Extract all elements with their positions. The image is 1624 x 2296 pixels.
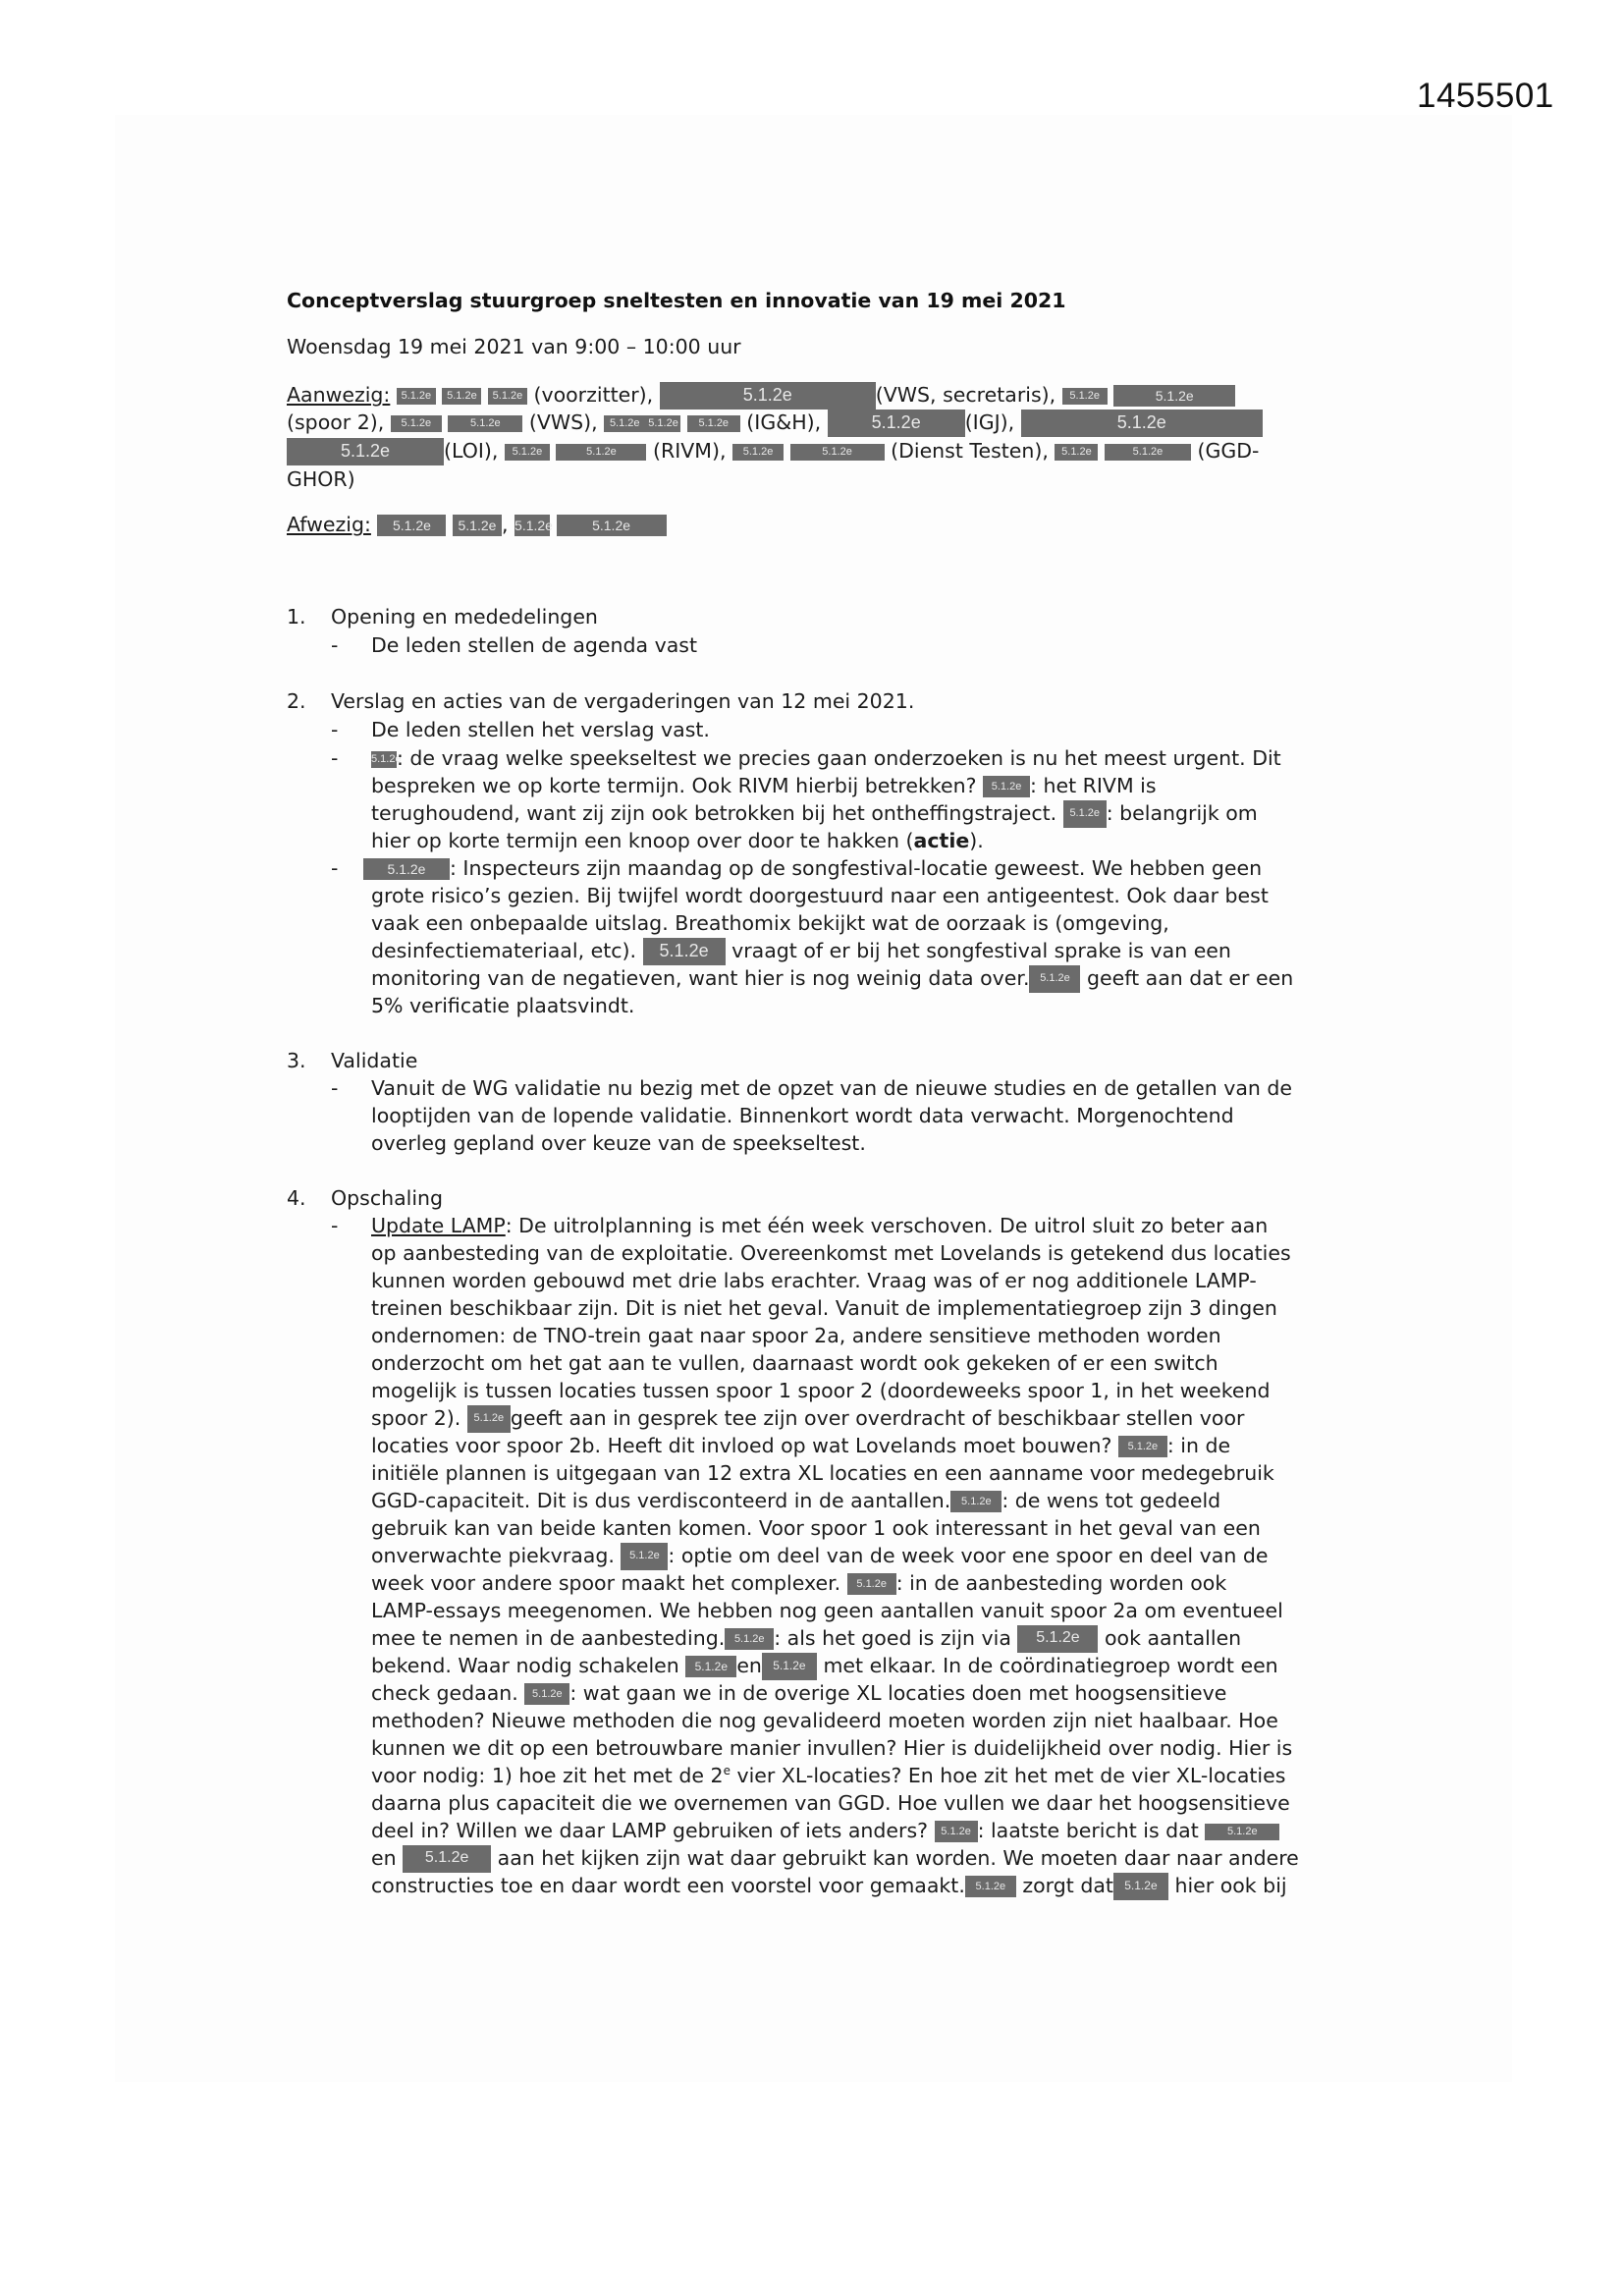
text: aan het kijken zijn wat daar gebruikt kan worden. We moeten daar naar andere [497,1846,1299,1870]
text: terughoudend, want zij zijn ook betrokken bij het ontheffingstraject. [371,801,1057,825]
list-item: De leden stellen de agenda vast [371,633,698,657]
bullet-dash: - [331,856,339,880]
text: check gedaan. [371,1681,518,1705]
text: bespreken we op korte termijn. Ook RIVM hierbij betrekken? [371,774,977,797]
text-line [371,1817,1279,1844]
text: : als het goed is zijn via [774,1626,1011,1650]
text-line [371,1679,1226,1707]
redaction: 5.1.2e [448,415,522,432]
text: hier op korte termijn een knoop over door te hakken ( [371,829,914,852]
redaction: 5.1.2e [604,415,645,432]
redaction: 5.1.2e [467,1405,511,1433]
role: (IG&H), [746,410,822,434]
redaction: 5.1.2e [1105,444,1191,461]
text-line: looptijden van de lopende validatie. Binnenkort wordt data verwacht. Morgenochtend [371,1104,1234,1127]
role: (LOI), [444,439,499,463]
attendance-present-line-3 [287,437,1259,465]
text: : De uitrolplanning is met één week verschoven. De uitrol sluit zo beter aan [505,1214,1269,1237]
redaction: 5.1.2e [1113,385,1235,407]
text: week voor andere spoor maakt het complexer. [371,1571,841,1595]
redaction: 5.1.2e [1063,800,1107,828]
text-line [371,1404,1244,1433]
redaction: 5.1.2e [983,776,1030,797]
text: ). [969,829,984,852]
text: : in de [1166,1434,1231,1457]
text: bekend. Waar nodig schakelen [371,1654,679,1677]
bullet-dash: - [331,1214,339,1237]
absent-label: Afwezig: [287,513,371,536]
text-line [371,1624,1241,1653]
text: vraagt of er bij het songfestival sprake is van een [731,939,1231,962]
text: voor nodig: 1) hoe zit het met de 2 [371,1764,724,1787]
text-line [371,937,1231,965]
text-line [371,1844,1299,1873]
text: : wat gaan we in de overige XL locaties doen met hoogsensitieve [569,1681,1227,1705]
redaction: 5.1.2e [1118,1436,1167,1457]
redaction: 5.1.2e [965,1876,1016,1897]
section-number: 4. [287,1186,306,1210]
text: GGD-capaciteit. Dit is dus verdisconteerd in de aantallen. [371,1489,951,1512]
redaction: 5.1.2e [1021,410,1263,437]
text: constructies toe en daar wordt een voorstel voor gemaakt. [371,1874,965,1897]
update-lamp-label: Update LAMP [371,1214,506,1237]
redaction: 5.1.2e [935,1821,978,1842]
text: : het RIVM is [1030,774,1157,797]
text-line: mogelijk is tussen locaties tussen spoor 1 spoor 2 (doordeweeks spoor 1, in het weekend [371,1379,1271,1402]
section-heading: Opschaling [331,1186,444,1210]
text-line [371,1432,1230,1459]
redaction: 5.1.2e [442,388,481,405]
section-heading: Verslag en acties van de vergaderingen van 12 mei 2021. [331,689,915,713]
text-line [371,1652,1278,1680]
text-line [371,964,1293,993]
redaction: 5.1.2e [557,515,667,536]
text-line [371,799,1258,828]
text: locaties voor spoor 2b. Heeft dit invloed op wat Lovelands moet bouwen? [371,1434,1112,1457]
text: : laatste bericht is dat [977,1819,1199,1842]
text: deel in? Willen we daar LAMP gebruiken of iets anders? [371,1819,929,1842]
text: mee te nemen in de aanbesteding. [371,1626,726,1650]
redaction: 5.1.2e [950,1491,1001,1512]
role: (spoor 2), [287,410,385,434]
section-number: 2. [287,689,306,713]
present-label: Aanwezig: [287,383,391,407]
role: (VWS, secretaris), [875,383,1056,407]
redaction: 5.1.2e [828,410,965,437]
bullet-dash: - [331,746,339,770]
text-line: gebruik kan van beide kanten komen. Voor spoor 1 ook interessant in het geval van een [371,1516,1261,1540]
redaction: 5.1.2e [363,858,450,880]
role: (RIVM), [652,439,727,463]
text: geeft aan in gesprek tee zijn over overdracht of beschikbaar stellen voor [510,1406,1245,1430]
text: desinfectiemateriaal, etc). [371,939,637,962]
text-line: overleg gepland over keuze van de speekseltest. [371,1131,866,1155]
redaction: 5.1.2e [1017,1625,1098,1653]
redaction: 5.1.2e [790,444,885,461]
superscript: e [723,1764,731,1778]
role: (VWS), [528,410,598,434]
redaction: 5.1.2e [488,388,527,405]
attendance-present-line-4 [287,465,355,493]
text-line [371,827,984,854]
role: (GGD- [1197,439,1260,463]
attendance-absent-line [287,511,667,538]
text: en [736,1654,762,1677]
text-line: kunnen worden gebouwd met drie labs erachter. Vraag was of er nog additionele LAMP- [371,1269,1257,1292]
redaction: 5.1.2e [397,388,436,405]
text-line [371,1762,1285,1789]
attendance-present-line-2 [287,409,1263,437]
text-line: initiële plannen is uitgegaan van 12 extra XL locaties en een aanname voor medegebruik [371,1461,1274,1485]
text-line: grote risico’s gezien. Bij twijfel wordt doorgestuurd naar een antigeentest. Ook daar best [371,884,1269,907]
redaction: 5.1.2e [391,415,442,432]
redaction: 5.1.2e [1055,444,1098,461]
section-number: 3. [287,1049,306,1072]
section-heading: Validatie [331,1049,418,1072]
redaction: 5.1.2e [1029,965,1080,993]
text-line: onderzocht om het gat aan te vullen, daarnaast wordt ook gekeken of er een switch [371,1351,1218,1375]
redaction: 5.1.2e [643,938,726,965]
text: : de wens tot gedeeld [1001,1489,1221,1512]
bullet-dash: - [331,1076,339,1100]
role: (voorzitter), [533,383,654,407]
redaction: 5.1.2e [505,444,550,461]
text-line: kunnen we dit op een betrouwbare manier invullen? Hier is duidelijkheid over nodig. Hier is [371,1736,1293,1760]
text: hier ook bij [1174,1874,1287,1897]
redaction: 5.1.2e [377,515,446,536]
text: Vanuit de WG validatie nu bezig met de opzet van de nieuwe studies en de getallen van de [371,1076,1293,1100]
redaction: 5.1.2e [621,1543,668,1570]
bullet-dash: - [331,718,339,741]
role: GHOR) [287,467,355,491]
text: monitoring van de negatieven, want hier is nog weinig data over. [371,966,1030,990]
text: : optie om deel van de week voor ene spoor en deel van de [668,1544,1269,1567]
redaction: 5.1.2e [514,515,550,536]
text: met elkaar. In de coördinatiegroep wordt een [823,1654,1278,1677]
separator: , [501,513,509,536]
attendance-present-line-1 [287,381,1235,410]
text: : de vraag welke speekseltest we precies gaan onderzoeken is nu het meest urgent. Dit [397,746,1281,770]
text-line [371,1569,1226,1597]
redaction: 5.1.2e [403,1845,491,1873]
text: ook aantallen [1104,1626,1242,1650]
section-heading: Opening en mededelingen [331,605,598,629]
text: onverwachte piekvraag. [371,1544,615,1567]
redaction: 5.1.2e [762,1653,817,1680]
text-line: LAMP-essays meegenomen. We hebben nog geen aantallen vanuit spoor 2a om eventueel [371,1599,1283,1622]
text-line [371,1872,1287,1900]
redaction: 5.1.2e [371,751,397,768]
redaction: 5.1.2e [732,444,784,461]
redaction: 5.1.2e [453,515,502,536]
action-label: actie [913,829,970,852]
redaction: 5.1.2e [725,1628,774,1650]
text-line: vaak een onbepaalde uitslag. Breathomix bekijkt wat de oorzaak is (omgeving, [371,911,1169,935]
redaction: 5.1.2e [645,415,680,432]
redaction: 5.1.2e [287,438,444,465]
section-number: 1. [287,605,306,629]
text: vier XL-locaties? En hoe zit het met de vier XL-locaties [730,1764,1286,1787]
text-line [371,772,1157,799]
text-line: ondernomen: de TNO-trein gaat naar spoor 2a, andere sensitieve methoden worden [371,1324,1221,1347]
text: zorgt dat [1022,1874,1113,1897]
redaction: 5.1.2e [1113,1873,1168,1900]
text: : Inspecteurs zijn maandag op de songfestival-locatie geweest. We hebben geen [450,856,1263,880]
text-line: daarna plus capaciteit die we overnemen van GGD. Hoe vullen we daar het hoogsensitieve [371,1791,1290,1815]
text: : in de aanbesteding worden ook [895,1571,1227,1595]
redaction: 5.1.2e [556,444,646,461]
redaction: 5.1.2e [1205,1824,1279,1840]
redaction: 5.1.2e [687,415,740,432]
redaction: 5.1.2e [847,1573,896,1595]
text-line: methoden? Nieuwe methoden die nog gevalideerd moeten worden zijn niet haalbaar. Hoe [371,1709,1278,1732]
page-title: Conceptverslag stuurgroep sneltesten en innovatie van 19 mei 2021 [287,289,1066,312]
redaction: 5.1.2e [1062,388,1108,405]
redaction: 5.1.2e [685,1656,736,1677]
role: (IGJ), [964,410,1015,434]
meeting-datetime: Woensdag 19 mei 2021 van 9:00 – 10:00 uur [287,335,741,358]
bullet-dash: - [331,633,339,657]
text: : belangrijk om [1106,801,1258,825]
text: en [371,1846,397,1870]
text-line: 5% verificatie plaatsvindt. [371,994,635,1017]
text-line [371,1487,1220,1514]
text-line: treinen beschikbaar zijn. Dit is niet het geval. Vanuit de implementatiegroep zijn 3 dingen [371,1296,1277,1320]
text: geeft aan dat er een [1087,966,1294,990]
text-line [371,1542,1268,1570]
redaction: 5.1.2e [660,382,876,410]
text-line: op aanbesteding van de exploitatie. Overeenkomst met Lovelands is getekend dus locaties [371,1241,1291,1265]
role: (Dienst Testen), [891,439,1049,463]
redaction: 5.1.2e [524,1683,569,1705]
text: spoor 2). [371,1406,461,1430]
list-item: De leden stellen het verslag vast. [371,718,710,741]
document-id: 1455501 [1417,77,1554,115]
